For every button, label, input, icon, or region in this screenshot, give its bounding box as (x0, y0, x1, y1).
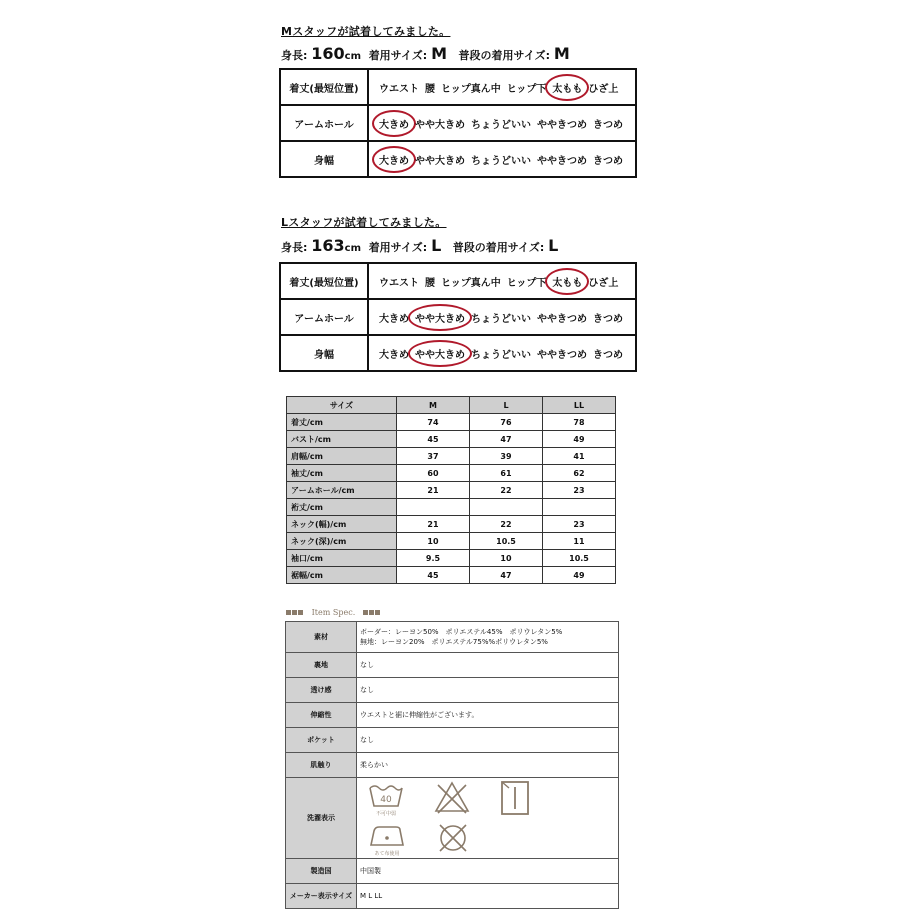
size-cell: 10 (397, 533, 470, 550)
spec-row-texture (286, 753, 619, 778)
table-row (287, 567, 616, 584)
size-cell: 74 (397, 414, 470, 431)
fit-option-selected: 大きめ (379, 152, 409, 167)
spec-row-care (286, 778, 619, 859)
spec-value: ウエストと裾に伸縮性がございます。 (357, 703, 619, 728)
staff-l-fit-table (279, 262, 637, 372)
fit-option: ちょうどいい (471, 349, 531, 361)
size-row-label: 裾幅/cm (287, 567, 397, 584)
staff-l-size-value: L (431, 236, 442, 255)
spec-value (357, 622, 619, 653)
wash-caption: 不可中弱 (375, 811, 397, 817)
table-row (287, 533, 616, 550)
material-line: ボーダー：レーヨン50% ポリエステル45% ポリウレタン5% (360, 628, 563, 636)
staff-l-size-label: 着用サイズ: (368, 241, 428, 254)
table-row (287, 448, 616, 465)
fit-option: ヒップ真ん中 (441, 277, 501, 289)
size-row-label: 袖丈/cm (287, 465, 397, 482)
size-cell: 47 (470, 567, 543, 584)
fit-option-selected: やや大きめ (415, 346, 465, 361)
spec-value: M L LL (357, 884, 619, 909)
size-cell: 10.5 (543, 550, 616, 567)
care-icons (357, 778, 619, 859)
fit-option: ヒップ下 (506, 277, 547, 289)
size-cell: 49 (543, 567, 616, 584)
size-row-label: 裄丈/cm (287, 499, 397, 516)
staff-l-info (281, 236, 558, 255)
size-cell: 47 (470, 431, 543, 448)
size-cell (397, 499, 470, 516)
size-table (286, 396, 616, 584)
spec-value: なし (357, 653, 619, 678)
table-row (287, 414, 616, 431)
staff-m-fit-table (279, 68, 637, 178)
size-row-label: 着丈/cm (287, 414, 397, 431)
size-cell: 45 (397, 567, 470, 584)
spec-label: メーカー表示サイズ (286, 884, 357, 909)
size-cell: 39 (470, 448, 543, 465)
staff-l-usual-label: 普段の着用サイズ: (452, 241, 545, 254)
material-line: 無地：レーヨン20% ポリエステル75%%ポリウレタン5% (360, 638, 548, 646)
spec-label: 素材 (286, 622, 357, 653)
staff-m-size-label: 着用サイズ: (368, 49, 428, 62)
size-row-label: 肩幅/cm (287, 448, 397, 465)
fit-row (280, 105, 636, 141)
fit-option-selected: 太もも (552, 274, 582, 289)
table-row (287, 550, 616, 567)
size-cell: 37 (397, 448, 470, 465)
fit-option-selected: 大きめ (379, 116, 409, 131)
fit-row (280, 69, 636, 105)
size-cell: 21 (397, 482, 470, 499)
item-spec-header (286, 608, 381, 617)
fit-option: ウエスト (379, 277, 419, 289)
size-cell: 22 (470, 516, 543, 533)
fit-row (280, 335, 636, 371)
staff-m-title: Mスタッフが試着してみました。 (281, 25, 451, 38)
spec-label: 製造国 (286, 859, 357, 884)
fit-row (280, 299, 636, 335)
size-cell: 61 (470, 465, 543, 482)
size-cell: 76 (470, 414, 543, 431)
fit-option: 腰 (425, 83, 435, 95)
iron-caption: あて布使用 (374, 851, 400, 857)
size-header-cell: L (470, 397, 543, 414)
size-header-cell: サイズ (287, 397, 397, 414)
item-spec-title: Item Spec. (311, 608, 356, 617)
decor-square-icon (286, 610, 291, 615)
fit-row-options (368, 141, 636, 177)
decor-square-icon (298, 610, 303, 615)
size-header-cell: M (397, 397, 470, 414)
decor-square-icon (369, 610, 374, 615)
size-cell: 60 (397, 465, 470, 482)
fit-option: ヒップ下 (506, 83, 547, 95)
fit-row-label: 身幅 (280, 335, 368, 371)
fit-row-options (368, 69, 636, 105)
staff-m-info (281, 44, 570, 63)
staff-l-title: Lスタッフが試着してみました。 (281, 216, 447, 229)
size-cell: 23 (543, 516, 616, 533)
spec-value: なし (357, 678, 619, 703)
wash-temp-label: 40 (380, 795, 392, 805)
size-row-label: バスト/cm (287, 431, 397, 448)
spec-label: 伸縮性 (286, 703, 357, 728)
size-cell: 11 (543, 533, 616, 550)
fit-row-options (368, 335, 636, 371)
decor-square-icon (363, 610, 368, 615)
fit-row-label: 身幅 (280, 141, 368, 177)
staff-m-height-label: 身長: (281, 49, 308, 62)
fit-option: 大きめ (379, 349, 409, 361)
table-row (287, 465, 616, 482)
fit-option: ややきつめ (537, 119, 587, 131)
spec-row-origin (286, 859, 619, 884)
size-row-label: ネック(幅)/cm (287, 516, 397, 533)
size-cell: 10 (470, 550, 543, 567)
spec-row-maker-size (286, 884, 619, 909)
fit-row-options (368, 299, 636, 335)
no-bleach-icon (433, 780, 471, 816)
fit-option: 大きめ (379, 313, 409, 325)
fit-option: ややきつめ (537, 349, 587, 361)
size-cell: 23 (543, 482, 616, 499)
table-row (287, 516, 616, 533)
staff-l-height-label: 身長: (281, 241, 308, 254)
staff-l-height-value: 163 (311, 236, 345, 255)
line-dry-icon (499, 779, 531, 817)
fit-option: ちょうどいい (471, 313, 531, 325)
fit-option: きつめ (593, 155, 623, 167)
fit-row-label: アームホール (280, 105, 368, 141)
staff-l-height-unit: cm (344, 243, 362, 254)
spec-value: なし (357, 728, 619, 753)
size-cell: 45 (397, 431, 470, 448)
spec-label: 肌触り (286, 753, 357, 778)
fit-option: ややきつめ (537, 155, 587, 167)
size-row-label: アームホール/cm (287, 482, 397, 499)
table-row (287, 431, 616, 448)
staff-m-usual-value: M (553, 44, 570, 63)
spec-label: 透け感 (286, 678, 357, 703)
fit-row-options (368, 263, 636, 299)
size-table-header-row (287, 397, 616, 414)
size-cell: 41 (543, 448, 616, 465)
fit-row-label: アームホール (280, 299, 368, 335)
fit-option: ちょうどいい (471, 155, 531, 167)
fit-option: ややきつめ (537, 313, 587, 325)
fit-option: ちょうどいい (471, 119, 531, 131)
staff-m-height-value: 160 (311, 44, 345, 63)
fit-row-options (368, 105, 636, 141)
fit-row (280, 141, 636, 177)
fit-row-label: 着丈(最短位置) (280, 263, 368, 299)
size-cell: 22 (470, 482, 543, 499)
size-cell: 49 (543, 431, 616, 448)
iron-low-icon (367, 818, 407, 858)
fit-option: 腰 (425, 277, 435, 289)
size-cell: 10.5 (470, 533, 543, 550)
size-cell (470, 499, 543, 516)
spec-row-sheer (286, 678, 619, 703)
table-row (287, 482, 616, 499)
size-cell: 21 (397, 516, 470, 533)
no-dry-clean-icon (435, 820, 471, 856)
size-header-cell: LL (543, 397, 616, 414)
fit-option: ヒップ真ん中 (441, 83, 501, 95)
spec-row-stretch (286, 703, 619, 728)
fit-option-selected: やや大きめ (415, 310, 465, 325)
fit-option-selected: 太もも (552, 80, 582, 95)
fit-option: ひざ上 (588, 277, 619, 289)
wash-40-icon (367, 778, 405, 818)
spec-label: ポケット (286, 728, 357, 753)
spec-row-lining (286, 653, 619, 678)
spec-row-material (286, 622, 619, 653)
spec-value: 中国製 (357, 859, 619, 884)
staff-m-height-unit: cm (344, 51, 362, 62)
spec-label: 裏地 (286, 653, 357, 678)
table-row (287, 499, 616, 516)
fit-option: やや大きめ (415, 155, 465, 167)
size-cell (543, 499, 616, 516)
fit-option: ひざ上 (588, 83, 619, 95)
fit-option: きつめ (593, 119, 623, 131)
decor-square-icon (292, 610, 297, 615)
staff-m-usual-label: 普段の着用サイズ: (458, 49, 551, 62)
spec-label: 洗濯表示 (286, 778, 357, 859)
size-cell: 62 (543, 465, 616, 482)
size-cell: 78 (543, 414, 616, 431)
spec-value: 柔らかい (357, 753, 619, 778)
spec-row-pocket (286, 728, 619, 753)
fit-row (280, 263, 636, 299)
staff-m-size-value: M (431, 44, 447, 63)
staff-l-usual-value: L (548, 236, 559, 255)
fit-option: きつめ (593, 349, 623, 361)
decor-square-icon (375, 610, 380, 615)
fit-option: きつめ (593, 313, 623, 325)
fit-row-label: 着丈(最短位置) (280, 69, 368, 105)
fit-option: やや大きめ (415, 119, 465, 131)
size-cell: 9.5 (397, 550, 470, 567)
fit-option: ウエスト (379, 83, 419, 95)
size-row-label: 袖口/cm (287, 550, 397, 567)
size-row-label: ネック(深)/cm (287, 533, 397, 550)
item-spec-table (285, 621, 619, 909)
